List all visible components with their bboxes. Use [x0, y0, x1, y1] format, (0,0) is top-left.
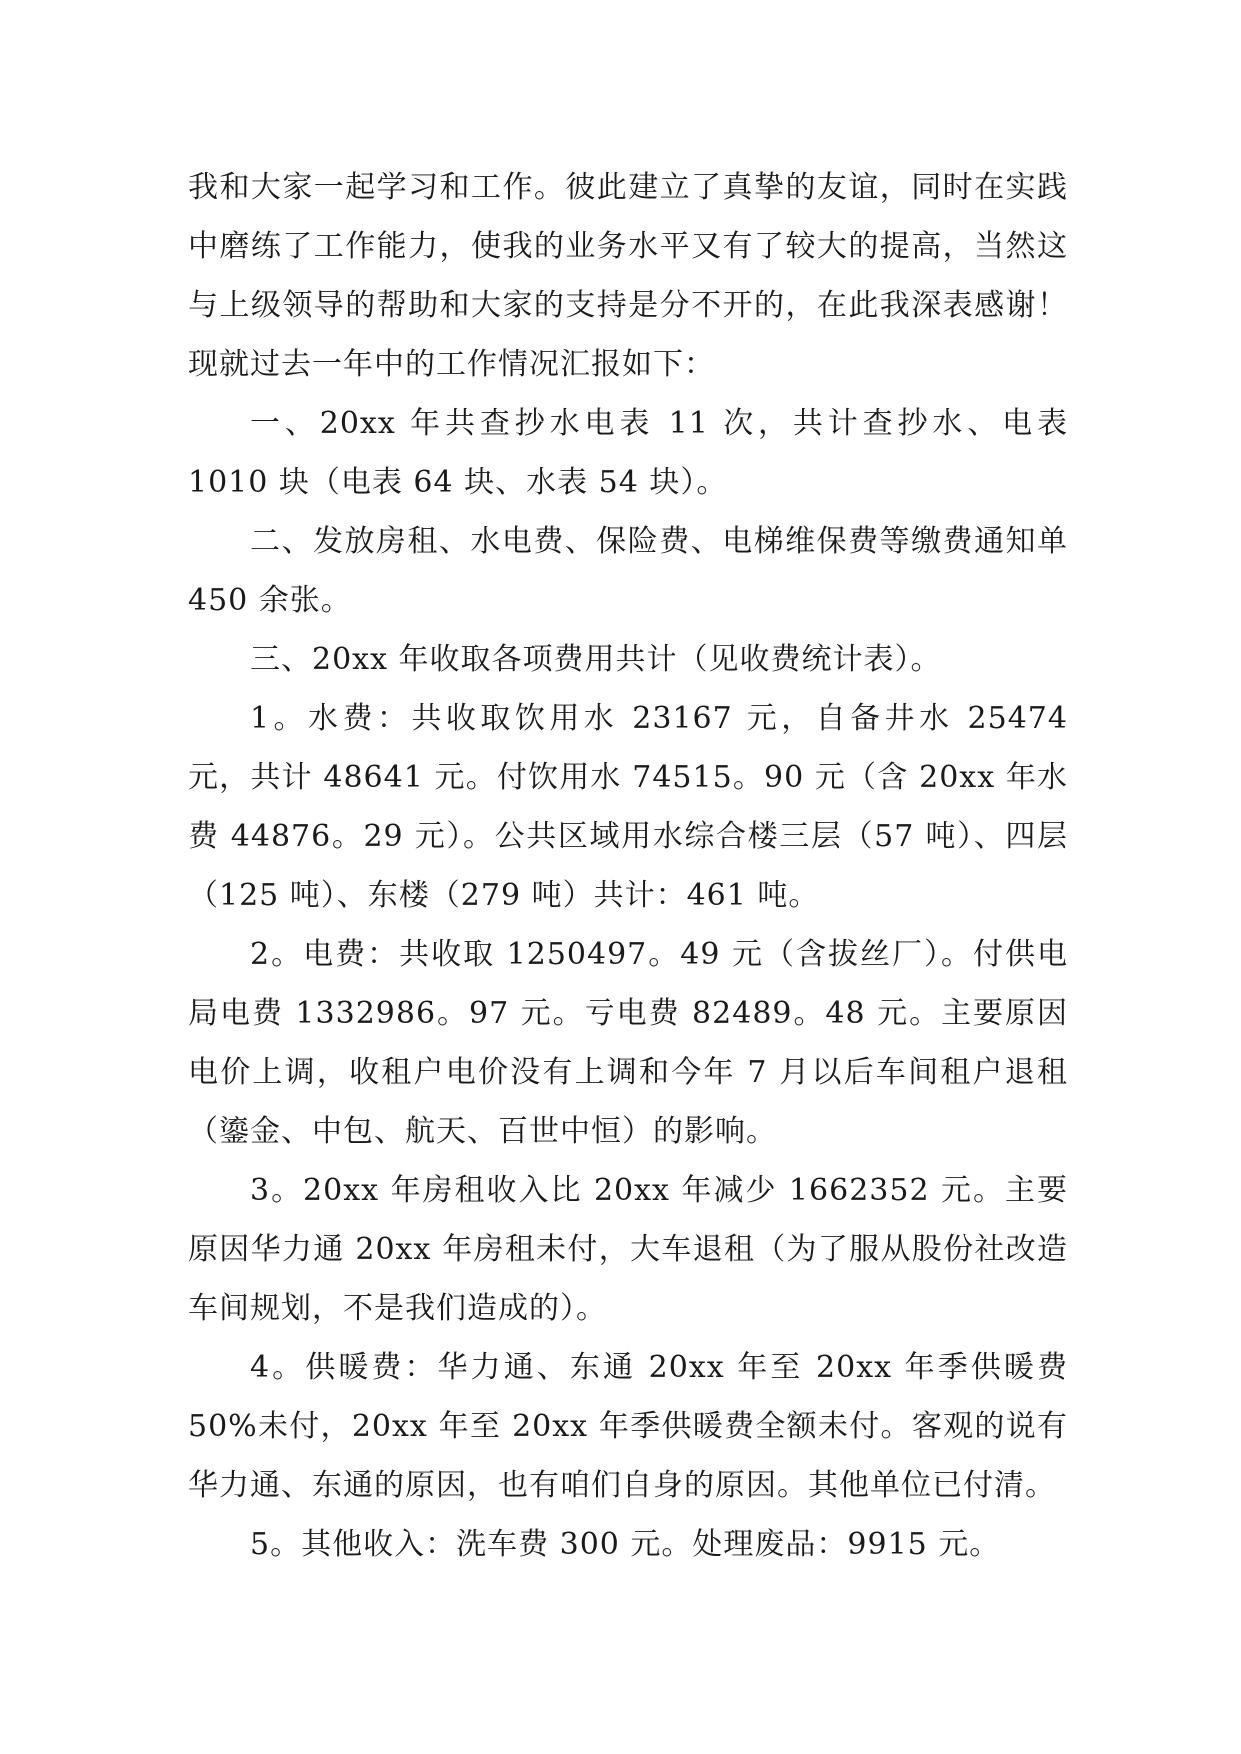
- paragraph-notices: 二、发放房租、水电费、保险费、电梯维保费等缴费通知单 450 余张。: [188, 524, 1068, 618]
- document-body: [188, 158, 1068, 1574]
- paragraph-meter-reading: 一、20xx 年共查抄水电表 11 次，共计查抄水、电表 1010 块（电表 64 块、水表 54 块）。: [188, 406, 1068, 500]
- paragraph-rent: 3。20xx 年房租收入比 20xx 年减少 1662352 元。主要原因华力通 20xx 年房租未付，大车退租（为了服从股份社改造车间规划，不是我们造成的）。: [188, 1173, 1068, 1326]
- paragraph-intro: 我和大家一起学习和工作。彼此建立了真挚的友谊，同时在实践中磨练了工作能力，使我的业务水平又有了较大的提高，当然这与上级领导的帮助和大家的支持是分不开的，在此我深表感谢！现就过去一年中的工作情况汇报如下：: [188, 170, 1068, 382]
- paragraph-fees-summary: 三、20xx 年收取各项费用共计（见收费统计表）。: [250, 642, 942, 677]
- paragraph-heating-fee: 4。供暖费：华力通、东通 20xx 年至 20xx 年季供暖费 50%未付，20xx 年至 20xx 年季供暖费全额未付。客观的说有华力通、东通的原因，也有咱们自身的原因。其他单位已付清。: [188, 1350, 1068, 1503]
- paragraph-other-income: 5。其他收入：洗车费 300 元。处理废品：9915 元。: [250, 1527, 1001, 1562]
- paragraph-water-fee: 1。水费：共收取饮用水 23167 元，自备井水 25474 元，共计 48641 元。付饮用水 74515。90 元（含 20xx 年水费 44876。29 元）。公共区域用水综合楼三层（57 吨）、四层（125 吨）、东楼（279 吨）共计：461 吨。: [188, 701, 1068, 913]
- paragraph-electricity-fee: 2。电费：共收取 1250497。49 元（含拔丝厂）。付供电局电费 1332986。97 元。亏电费 82489。48 元。主要原因电价上调，收租户电价没有上调和今年 7 月以后车间租户退租（鎏金、中包、航天、百世中恒）的影响。: [188, 937, 1068, 1149]
